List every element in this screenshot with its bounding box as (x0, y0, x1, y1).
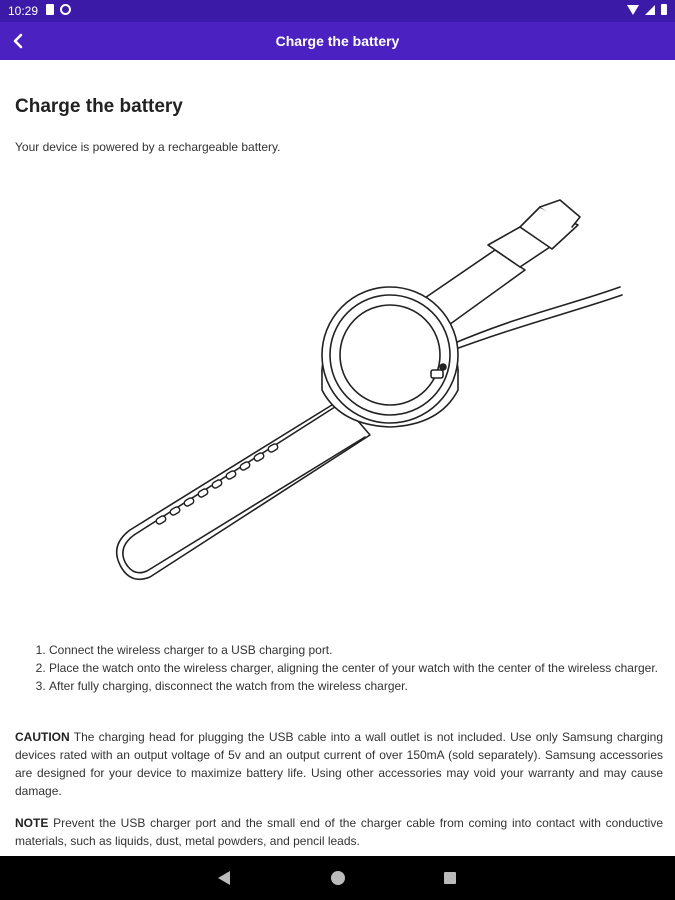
caution-paragraph (15, 728, 663, 800)
steps-list (15, 641, 663, 695)
note-text: Prevent the USB charger port and the small end of the charger cable from coming into contact with conductive materials, such as liquids, dust, metal powders, and pencil leads. (15, 816, 663, 848)
intro-text: Your device is powered by a rechargeable battery. (15, 140, 281, 154)
caution-text: The charging head for plugging the USB cable into a wall outlet is not included. Use only Samsung charging devices rated with an output voltage of 5v and an output current of over 150mA (sold separately). Samsung accessories are designed for your device to maximize battery life. Using other accessories may void your warranty and may cause damage. (15, 730, 663, 798)
nav-back-icon[interactable] (218, 871, 230, 885)
note-label: NOTE (15, 816, 49, 830)
watch-charging-illustration (100, 195, 630, 595)
nav-recents-icon[interactable] (444, 872, 456, 884)
page-title: Charge the battery (15, 96, 183, 117)
status-right-icons (627, 4, 667, 15)
step-item: 2. Place the watch onto the wireless charger, aligning the center of your watch with the center of the wireless charger. (49, 659, 663, 677)
step-item: 3. After fully charging, disconnect the watch from the wireless charger. (49, 677, 663, 695)
battery-icon (661, 4, 667, 15)
nav-home-icon[interactable] (331, 871, 345, 885)
status-time: 10:29 (8, 4, 39, 18)
signal-icon (645, 5, 655, 15)
status-bar (0, 0, 675, 22)
wifi-icon (627, 5, 639, 15)
note-paragraph (15, 814, 663, 850)
app-bar (0, 22, 675, 60)
status-left-icons (46, 4, 71, 15)
app-bar-title: Charge the battery (275, 33, 400, 49)
data-saver-icon (60, 4, 71, 15)
navigation-bar (0, 856, 675, 900)
step-item: 1. Connect the wireless charger to a USB charging port. (49, 641, 663, 659)
content-area (15, 60, 663, 154)
sd-card-icon (46, 4, 54, 15)
caution-label: CAUTION (15, 730, 70, 744)
